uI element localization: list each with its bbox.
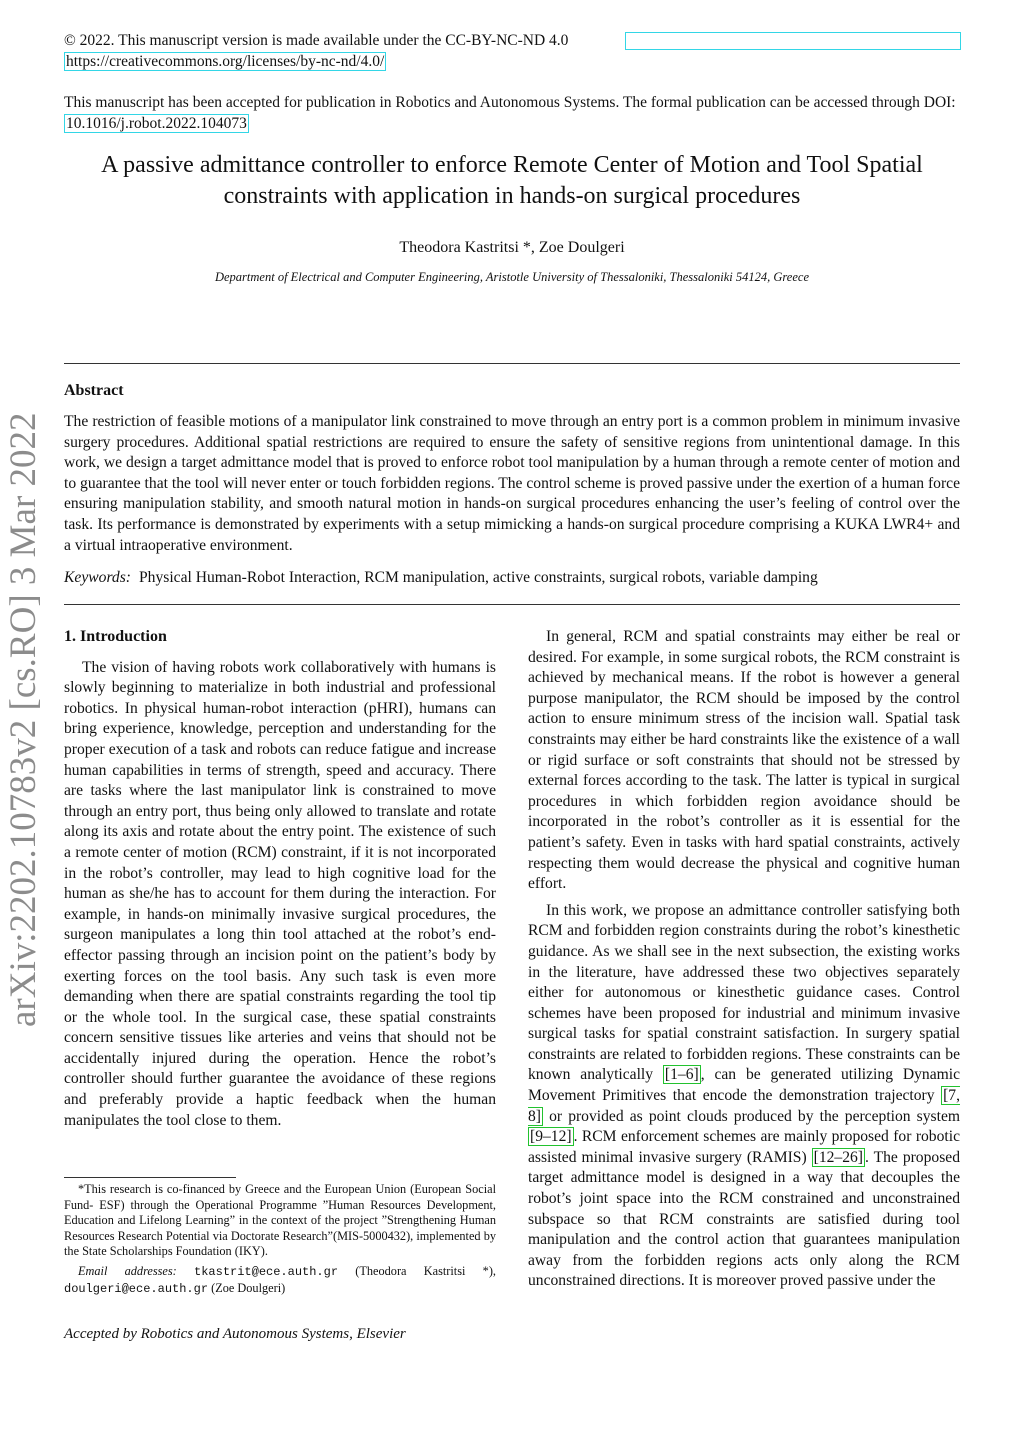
arxiv-stamp: arXiv:2202.10783v2 [cs.RO] 3 Mar 2022	[3, 412, 44, 1028]
email-link-1[interactable]: tkastrit@ece.auth.gr	[194, 1264, 339, 1279]
left-column	[64, 627, 496, 1131]
abstract-body: The restriction of feasible motions of a manipulator link constrained to move through an entry port is a common problem in minimum invasive surgery procedures. Additional spatial restrictions are required to ensure the safety of sensitive regions from unintentional damage. In this work, we design a target admittance model that is proved to enforce robot tool manipulation by a human through a remote center of motion and to guarantee that the tool will never enter or touch forbidden regions. The control scheme is proved passive under the exertion of a human force ensuring manipulation stability, and smooth natural motion in hands-on surgical procedures enhancing the user’s feeling of control over the task. Its performance is demonstrated by experiments with a setup mimicking a hands-on surgical procedure comprising a KUKA LWR4+ and a virtual intraoperative environment.	[64, 413, 960, 554]
author-affiliation: Department of Electrical and Computer Engineering, Aristotle University of Thessaloniki, Thessaloniki 54124, Greece	[214, 270, 810, 284]
intro-paragraph-1: The vision of having robots work collaboratively with humans is slowly beginning to materialize in both industrial and professional robotics. In physical human-robot interaction (pHRI), humans can bring experience, knowledge, perception and understanding for the proper execution of a task and robots can reduce fatigue and increase human capabilities in terms of strength, speed and accuracy. There are tasks where the last manipulator link is constrained to move through an entry port, thus being only allowed to translate and rotate along its axis and rotate about the entry point. The existence of such a remote center of motion (RCM) constraint, if it is not incorporated in the robot’s controller, may lead to high cognitive load for the human as she/he has to account for them during the interaction. For example, in hands-on minimally invasive surgical procedures, the surgeon manipulates a long thin tool attached at the robot’s end-effector passing through an incision point on the patient’s body by exerting forces on the tool basis. Any such task is even more demanding when there are spatial constraints regarding the tool tip or the whole tool. In the surgical case, these spatial constraints concern sensitive tissues like arteries and veins that should not be accidentally injured during the operation. Hence the robot’s controller should further guarantee the avoidance of these regions and preferably provide a haptic feedback when the human manipulates the tool close to them.	[64, 658, 496, 1129]
keywords-line	[64, 569, 960, 587]
paper-title	[64, 150, 960, 212]
abstract-bottom-rule	[64, 604, 960, 605]
doi-link[interactable]: 10.1016/j.robot.2022.104073	[66, 115, 247, 132]
para-text-segment: , can be generated utilizing Dynamic Movement Primitives that encode the demonstration trajectory	[528, 1066, 961, 1105]
para-text-segment: . RCM enforcement schemes are mainly proposed for robotic assisted minimal invasive surgery (RAMIS)	[528, 1128, 960, 1166]
license-url-line	[64, 52, 386, 72]
citation-link[interactable]: [9–12]	[530, 1128, 572, 1146]
para-text-segment: In this work, we propose an admittance controller satisfying both RCM and forbidden region constraints during the robot’s kinesthetic guidance. As we shall see in the next subsection, the existing works in the literature, have addressed these two objectives separately either for autonomous or kinesthetic guidance cases. Control schemes have been proposed for industrial and minimum invasive surgical tasks for spatial constraint satisfaction. In surgery spatial constraints are related to forbidden regions. These constraints can be known analytically	[528, 901, 960, 1084]
email-addresses	[64, 1264, 496, 1297]
citation-link[interactable]: [12–26]	[813, 1148, 863, 1166]
keywords-label: Keywords:	[64, 569, 131, 586]
license-notice	[64, 31, 568, 51]
footnote	[64, 1182, 496, 1297]
abstract-top-rule	[64, 363, 960, 364]
citation-link[interactable]: [1–6]	[664, 1066, 699, 1084]
email-link-2[interactable]: doulgeri@ece.auth.gr	[64, 1281, 209, 1296]
publication-notice	[64, 92, 960, 134]
author-list: Theodora Kastritsi *, Zoe Doulgeri	[399, 239, 625, 256]
publication-notice-text: This manuscript has been accepted for publication in Robotics and Autonomous Systems. The formal publication can be accessed through DOI:	[64, 94, 956, 111]
email-owner-1: (Theodora Kastritsi *),	[355, 1263, 496, 1278]
para-text-segment: . The proposed target admittance model is designed in a way that decouples the robot’s joint space into the RCM constrained and unconstrained subspace so that RCM constraints are satisfied during tool manipulation and the control action that guarantees manipulation away from the forbidden regions acts only along the RCM unconstrained directions. It is moreover proved passive under the	[528, 1148, 960, 1290]
footer-venue: Accepted by Robotics and Autonomous Systems, Elsevier	[64, 1326, 406, 1342]
section-heading-introduction: 1. Introduction	[64, 628, 167, 645]
license-text: © 2022. This manuscript version is made available under the CC-BY-NC-ND 4.0	[64, 32, 569, 49]
para-text-segment: or provided as point clouds produced by the perception system	[543, 1107, 960, 1125]
email-owner-2: (Zoe Doulgeri)	[211, 1280, 286, 1295]
paper-title-line-1: A passive admittance controller to enforce Remote Center of Motion and Tool Spatial	[101, 152, 923, 178]
citation-link[interactable]: [7, 8]	[528, 1087, 960, 1125]
license-link-box[interactable]	[625, 32, 961, 50]
right-column	[528, 627, 960, 1292]
abstract-heading: Abstract	[64, 382, 124, 399]
intro-paragraph-2: In general, RCM and spatial constraints may either be real or desired. For example, in some surgical robots, the RCM constraint is achieved by mechanical means. If the robot is however a general purpose manipulator, the RCM should be imposed by the control action to ensure minimum stress of the incision wall. Spatial task constraints may either be hard constraints like the existence of a wall or rigid surface or soft constraints that should not be stressed by external forces according to the task. The latter is typical in surgical procedures in which forbidden region avoidance should be incorporated in the robot’s controller as it is essential for the patient’s safety. Even in tasks with hard spatial constraints, actively respecting them would decrease the physical and cognitive human effort.	[528, 628, 960, 893]
license-url-link[interactable]: https://creativecommons.org/licenses/by-nc-nd/4.0/	[66, 53, 385, 70]
keywords-text: Physical Human-Robot Interaction, RCM manipulation, active constraints, surgical robots, variable damping	[139, 569, 818, 586]
footnote-rule	[64, 1177, 236, 1178]
funding-footnote: *This research is co-financed by Greece and the European Union (European Social Fund- ESF) through the Operational Programme ”Human Resources Development, Education and Lifelong Learning” in the context of the project ”Strengthening Human Resources Research Potential via Doctorate Research”(MIS-5000432), implemented by the State Scholarships Foundation (IKY).	[64, 1182, 496, 1259]
email-label: Email addresses:	[78, 1263, 177, 1278]
intro-paragraph-3	[528, 901, 960, 1292]
paper-title-line-2: constraints with application in hands-on surgical procedures	[223, 183, 801, 209]
